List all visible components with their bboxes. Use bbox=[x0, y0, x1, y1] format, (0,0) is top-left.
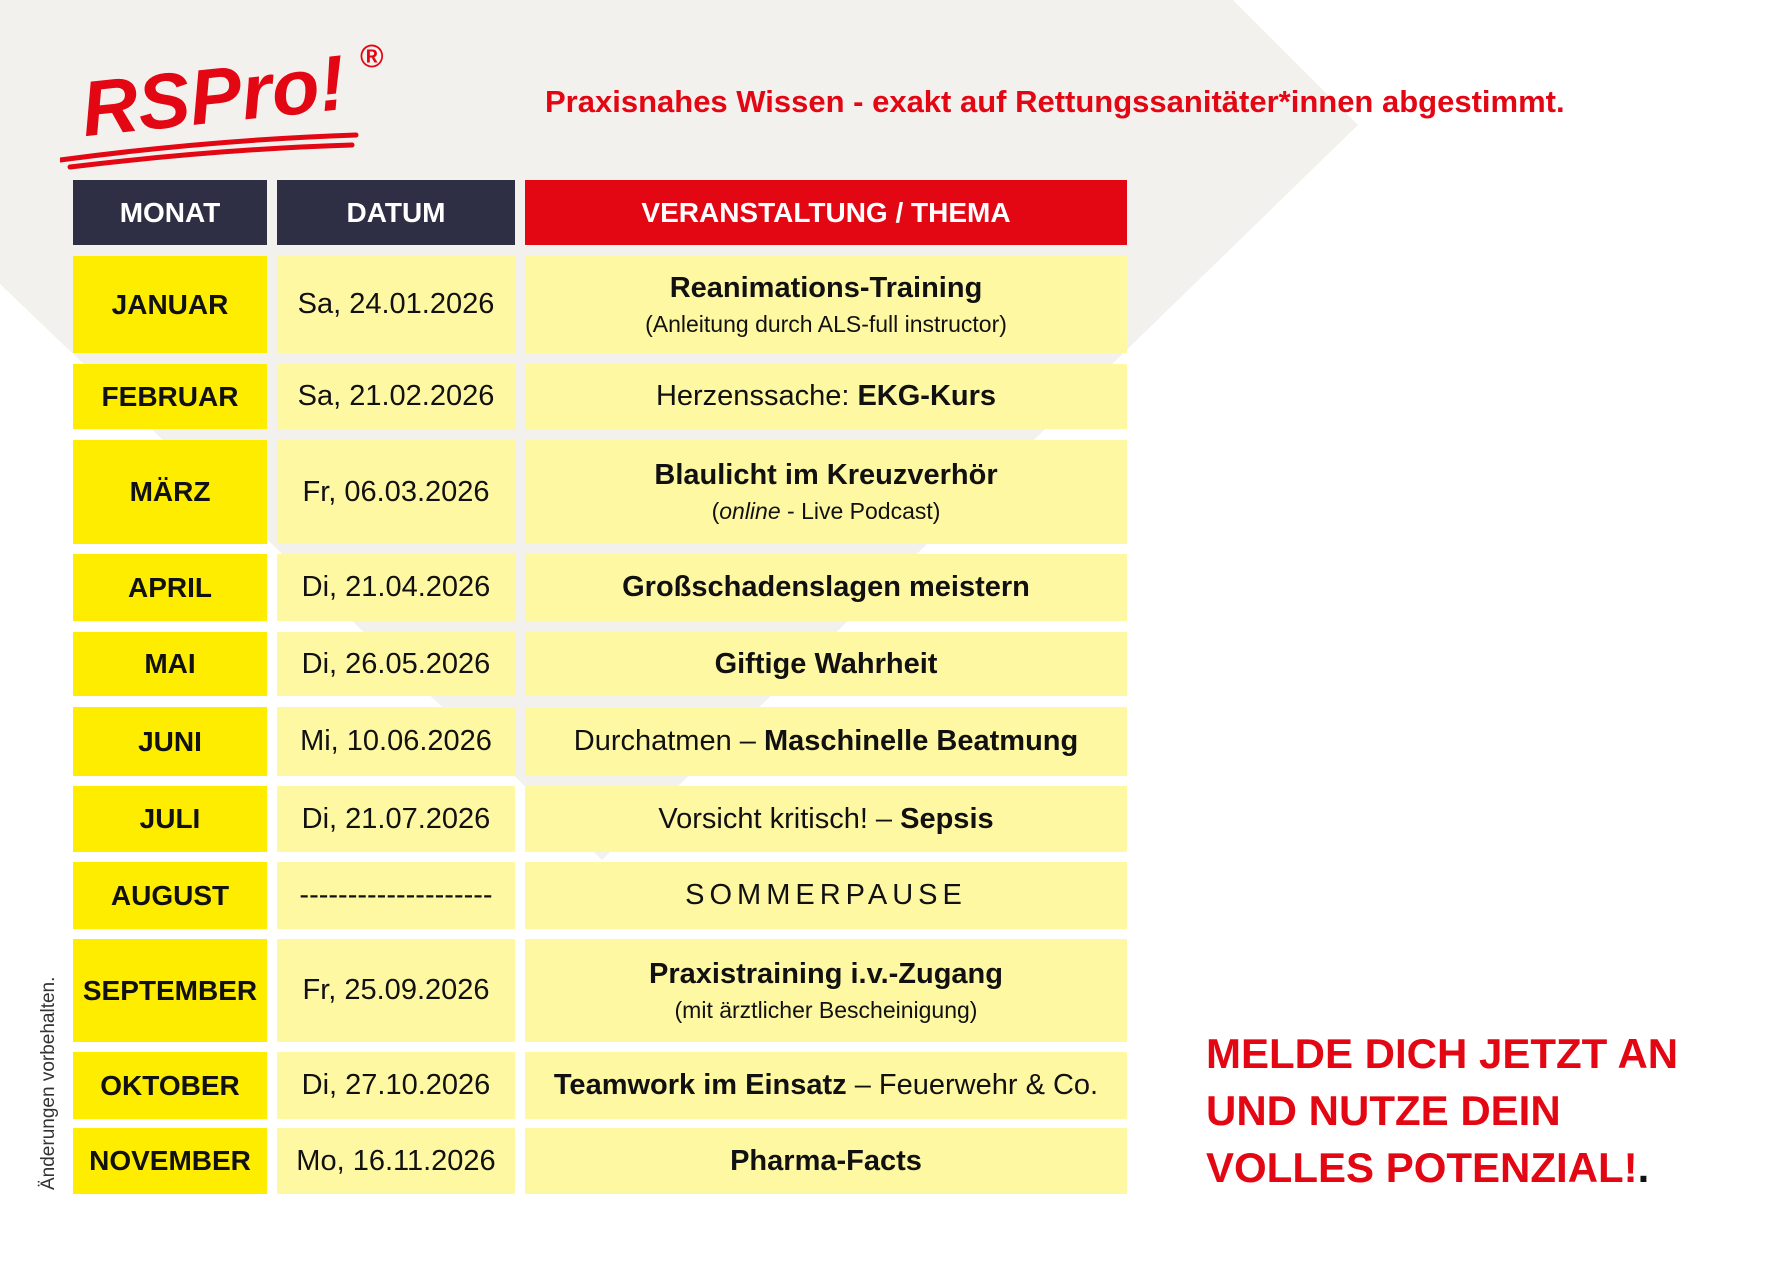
rspro-logo bbox=[60, 25, 420, 175]
month-cell bbox=[73, 707, 267, 776]
topic-title bbox=[685, 879, 967, 912]
month-label: JANUAR bbox=[111, 288, 229, 320]
topic-title bbox=[670, 272, 983, 305]
month-label: NOVEMBER bbox=[89, 1145, 251, 1176]
svg-text:RSPro!: RSPro! bbox=[77, 38, 350, 154]
subtitle-italic: online bbox=[719, 498, 781, 524]
tagline: Praxisnahes Wissen - exakt auf Rettungssanitäter*innen abgestimmt. bbox=[545, 84, 1565, 119]
month-label: JUNI bbox=[138, 725, 202, 757]
topic-cell bbox=[525, 554, 1127, 621]
month-cell bbox=[73, 554, 267, 621]
topic-suffix: – Feuerwehr & Co. bbox=[846, 1069, 1099, 1101]
disclaimer: Änderungen vorbehalten. bbox=[38, 976, 59, 1190]
date-cell bbox=[277, 707, 515, 776]
topic-cell bbox=[525, 707, 1127, 776]
date-cell bbox=[277, 1052, 515, 1119]
topic-prefix: Herzenssache: bbox=[655, 380, 858, 412]
header-monat: MONAT bbox=[73, 180, 267, 245]
topic-cell bbox=[525, 440, 1127, 544]
topic-title bbox=[574, 725, 1078, 758]
date-label: Mi, 10.06.2026 bbox=[300, 725, 492, 757]
date-label: -------------------- bbox=[299, 879, 493, 911]
topic-cell bbox=[525, 862, 1127, 929]
topic-title bbox=[656, 380, 996, 413]
date-cell bbox=[277, 364, 515, 429]
cta-line-1: MELDE DICH JETZT AN bbox=[1206, 1030, 1679, 1077]
cta-end: . bbox=[1637, 1144, 1650, 1191]
date-cell bbox=[277, 862, 515, 929]
month-label: AUGUST bbox=[110, 879, 230, 911]
date-label: Di, 26.05.2026 bbox=[301, 647, 491, 680]
topic-bold: Teamwork im Einsatz bbox=[553, 1069, 847, 1101]
month-label: MAI bbox=[144, 648, 196, 679]
date-label: Di, 21.07.2026 bbox=[301, 802, 491, 835]
topic-subtitle bbox=[712, 498, 941, 525]
date-label: Fr, 06.03.2026 bbox=[302, 475, 490, 508]
topic-title bbox=[649, 958, 1003, 991]
topic-bold: Sepsis bbox=[900, 802, 994, 835]
topic-bold: Maschinelle Beatmung bbox=[763, 725, 1079, 757]
subtitle-text: - Live Podcast) bbox=[780, 498, 941, 524]
cta-line-2: UND NUTZE DEIN bbox=[1206, 1087, 1561, 1134]
topic-title bbox=[654, 459, 997, 492]
topic-subtitle: (mit ärztlicher Bescheinigung) bbox=[674, 996, 978, 1023]
topic-bold: Pharma-Facts bbox=[730, 1144, 922, 1177]
topic-bold: EKG-Kurs bbox=[857, 380, 997, 412]
topic-subtitle: (Anleitung durch ALS-full instructor) bbox=[645, 310, 1007, 337]
header-datum: DATUM bbox=[277, 180, 515, 245]
month-cell bbox=[73, 364, 267, 429]
date-cell bbox=[277, 939, 515, 1042]
date-cell bbox=[277, 440, 515, 544]
header-thema: VERANSTALTUNG / THEMA bbox=[525, 180, 1127, 245]
topic-cell bbox=[525, 786, 1127, 852]
paren: ( bbox=[711, 498, 720, 524]
topic-prefix: SOMMERPAUSE bbox=[685, 879, 967, 911]
topic-title bbox=[554, 1069, 1098, 1102]
topic-bold: Großschadenslagen meistern bbox=[622, 571, 1030, 603]
month-cell bbox=[73, 862, 267, 929]
topic-cell bbox=[525, 364, 1127, 429]
month-cell bbox=[73, 1128, 267, 1194]
month-label: FEBRUAR bbox=[101, 380, 239, 412]
date-label: Fr, 25.09.2026 bbox=[302, 974, 490, 1006]
month-cell bbox=[73, 440, 267, 544]
date-label: Di, 21.04.2026 bbox=[301, 571, 491, 603]
topic-title bbox=[715, 648, 938, 681]
month-cell bbox=[73, 256, 267, 353]
topic-cell bbox=[525, 256, 1127, 353]
topic-title bbox=[730, 1145, 922, 1178]
date-label: Di, 27.10.2026 bbox=[301, 1069, 491, 1101]
topic-cell bbox=[525, 632, 1127, 696]
date-cell bbox=[277, 554, 515, 621]
month-label: JULI bbox=[139, 803, 201, 834]
topic-title bbox=[658, 803, 993, 836]
topic-cell bbox=[525, 1128, 1127, 1194]
month-label: MÄRZ bbox=[129, 476, 211, 507]
date-label: Mo, 16.11.2026 bbox=[296, 1144, 496, 1177]
month-cell bbox=[73, 786, 267, 852]
date-cell bbox=[277, 632, 515, 696]
topic-bold: Giftige Wahrheit bbox=[714, 647, 938, 680]
date-cell bbox=[277, 256, 515, 353]
month-label: OKTOBER bbox=[100, 1069, 240, 1101]
svg-text:®: ® bbox=[360, 38, 384, 74]
topic-bold: Praxistraining i.v.-Zugang bbox=[649, 957, 1003, 990]
topic-bold: Blaulicht im Kreuzverhör bbox=[654, 459, 998, 491]
topic-bold: Reanimations-Training bbox=[669, 271, 983, 304]
topic-cell bbox=[525, 939, 1127, 1042]
call-to-action bbox=[1206, 1025, 1678, 1196]
month-cell bbox=[73, 632, 267, 696]
topic-title bbox=[622, 571, 1030, 604]
month-cell bbox=[73, 939, 267, 1042]
month-label: SEPTEMBER bbox=[82, 974, 258, 1006]
date-label: Sa, 21.02.2026 bbox=[297, 380, 495, 412]
topic-prefix: Durchatmen – bbox=[573, 725, 764, 757]
date-label: Sa, 24.01.2026 bbox=[297, 288, 495, 320]
topic-prefix: Vorsicht kritisch! – bbox=[658, 802, 901, 835]
topic-cell bbox=[525, 1052, 1127, 1119]
cta-line-3: VOLLES POTENZIAL! bbox=[1206, 1144, 1638, 1191]
month-cell bbox=[73, 1052, 267, 1119]
month-label: APRIL bbox=[128, 571, 212, 603]
date-cell bbox=[277, 786, 515, 852]
date-cell bbox=[277, 1128, 515, 1194]
